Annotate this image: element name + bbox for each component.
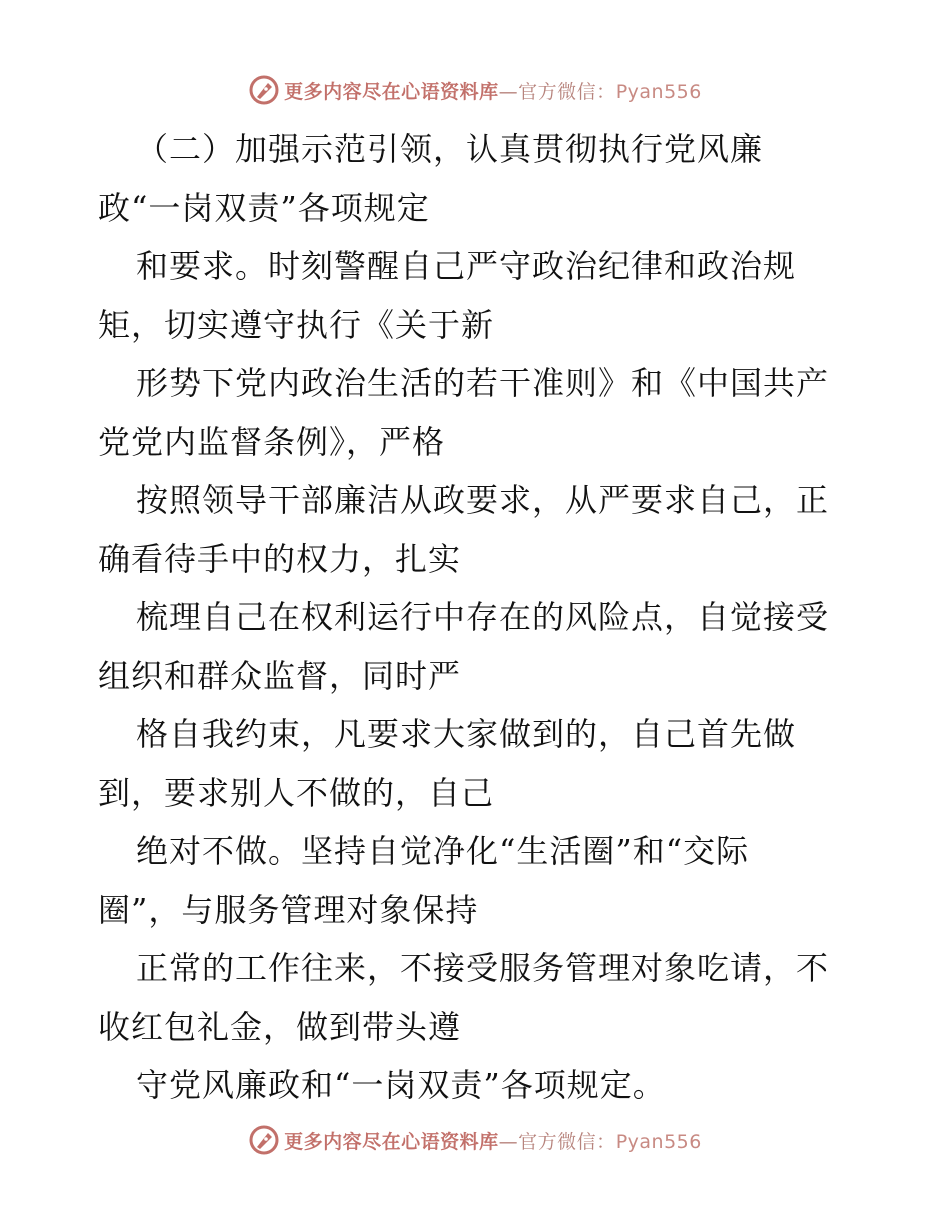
text-line: 格自我约束，凡要求大家做到的，自己首先做 — [136, 715, 797, 753]
watermark-brand: 更多内容尽在心语资料库 — [284, 80, 499, 103]
watermark-separator: — — [498, 1130, 519, 1153]
text-line: 圈”，与服务管理对象保持 — [98, 890, 479, 929]
pen-nib-circle-icon — [248, 1124, 280, 1156]
watermark-brand: 更多内容尽在心语资料库 — [284, 1130, 499, 1153]
watermark-official-label: 官方微信： — [518, 1130, 616, 1153]
watermark-separator: — — [498, 80, 519, 103]
watermark-text — [284, 1127, 702, 1154]
watermark-wechat-id: Pyan556 — [615, 80, 702, 103]
watermark-wechat-id: Pyan556 — [615, 1130, 702, 1153]
document-body — [98, 120, 858, 1115]
text-line: 守党风廉政和“一岗双责”各项规定。 — [136, 1066, 666, 1104]
watermark-banner-bottom — [0, 1120, 950, 1160]
text-line: 绝对不做。坚持自觉净化“生活圈”和“交际 — [136, 832, 750, 870]
text-line: 矩，切实遵守执行《关于新 — [98, 305, 495, 344]
text-line: 政“一岗双责”各项规定 — [98, 188, 430, 227]
text-line: 正常的工作往来，不接受服务管理对象吃请，不 — [136, 949, 830, 987]
text-line: 和要求。时刻警醒自己严守政治纪律和政治规 — [136, 247, 797, 285]
text-line: 到，要求别人不做的，自己 — [98, 773, 495, 812]
text-line: （二）加强示范引领，认真贯彻执行党风廉 — [136, 130, 764, 168]
text-line: 按照领导干部廉洁从政要求，从严要求自己，正 — [136, 481, 830, 519]
pen-nib-circle-icon — [248, 74, 280, 106]
text-line: 收红包礼金，做到带头遵 — [98, 1007, 462, 1046]
text-line: 党党内监督条例》，严格 — [98, 422, 446, 461]
text-line: 组织和群众监督，同时严 — [98, 656, 462, 695]
watermark-banner-top — [0, 70, 950, 110]
text-line: 形势下党内政治生活的若干准则》和《中国共产 — [136, 364, 830, 402]
text-line: 确看待手中的权力，扎实 — [98, 539, 462, 578]
text-line: 梳理自己在权利运行中存在的风险点，自觉接受 — [136, 598, 830, 636]
watermark-official-label: 官方微信： — [518, 80, 616, 103]
watermark-text — [284, 77, 702, 104]
